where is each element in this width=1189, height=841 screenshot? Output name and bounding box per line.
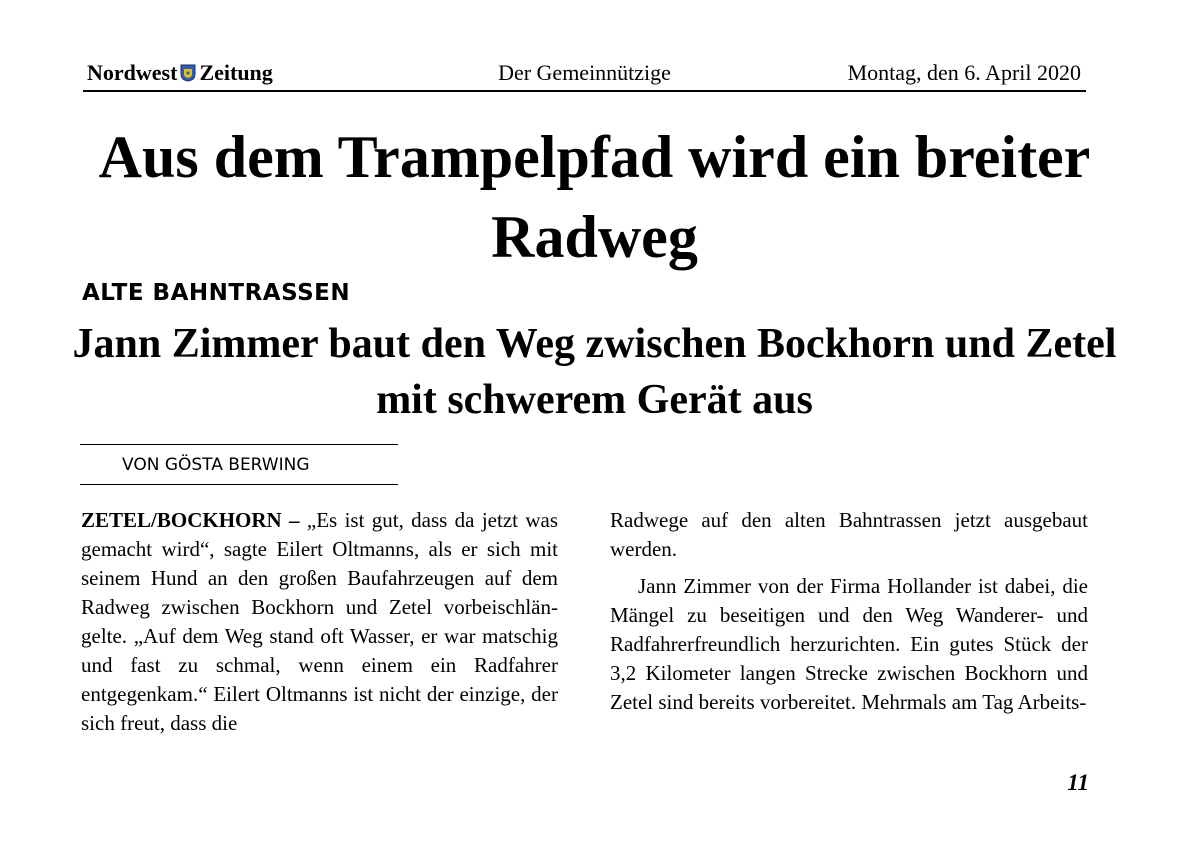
article-byline: VON GÖSTA BERWING <box>122 455 310 475</box>
article-column-left <box>81 506 558 738</box>
page-number: 11 <box>1067 770 1089 795</box>
article-kicker: ALTE BAHNTRASSEN <box>82 280 351 306</box>
article-column-right <box>610 506 1088 717</box>
logo-word-right: Zeitung <box>199 60 273 85</box>
byline-divider-bottom <box>80 484 398 485</box>
section-name: Der Gemeinnützige <box>498 60 671 85</box>
article-paragraph <box>81 506 558 738</box>
newspaper-logo <box>87 60 273 86</box>
issue-date: Montag, den 6. April 2020 <box>847 60 1081 85</box>
article-headline: Aus dem Trampelpfad wird ein breiter Radweg <box>98 124 1091 270</box>
article-paragraph: Jann Zimmer von der Firma Hollander ist dabei, die Mängel zu beseitigen und den Weg Wanderer- und Radfahrerfreundlich herzurichten. Ein gutes Stück der 3,2 Kilometer langen Strecke zwischen Bockhorn und Zetel sind bereits vorbereitet. Mehrmals am Tag Arbeits- <box>610 574 1088 714</box>
masthead <box>83 56 1086 92</box>
byline-divider-top <box>80 444 398 445</box>
logo-word-left: Nordwest <box>87 60 178 85</box>
article-subheadline: Jann Zimmer baut den Weg zwischen Bockhorn und Zetel mit schwerem Gerät aus <box>72 321 1117 423</box>
paragraph-text: „Es ist gut, dass da jetzt was gemacht wird“, sagte Eilert Oltmanns, als er sich mit seinem Hund an den großen Baufahrzeugen auf dem Radweg zwischen Bockhorn und Zetel vorbeischlängelte. „Auf dem Weg stand oft Wasser, er war matschig und fast zu schmal, wenn einem ein Radfahrer entgegenkam.“ Eilert Oltmanns ist nicht der einzige, der sich freut, dass die <box>81 508 558 735</box>
article-paragraph: Radwege auf den alten Bahntrassen jetzt ausgebaut werden. <box>610 508 1088 561</box>
coat-of-arms-icon <box>180 64 196 82</box>
article-dateline: ZETEL/BOCKHORN – <box>81 508 300 532</box>
